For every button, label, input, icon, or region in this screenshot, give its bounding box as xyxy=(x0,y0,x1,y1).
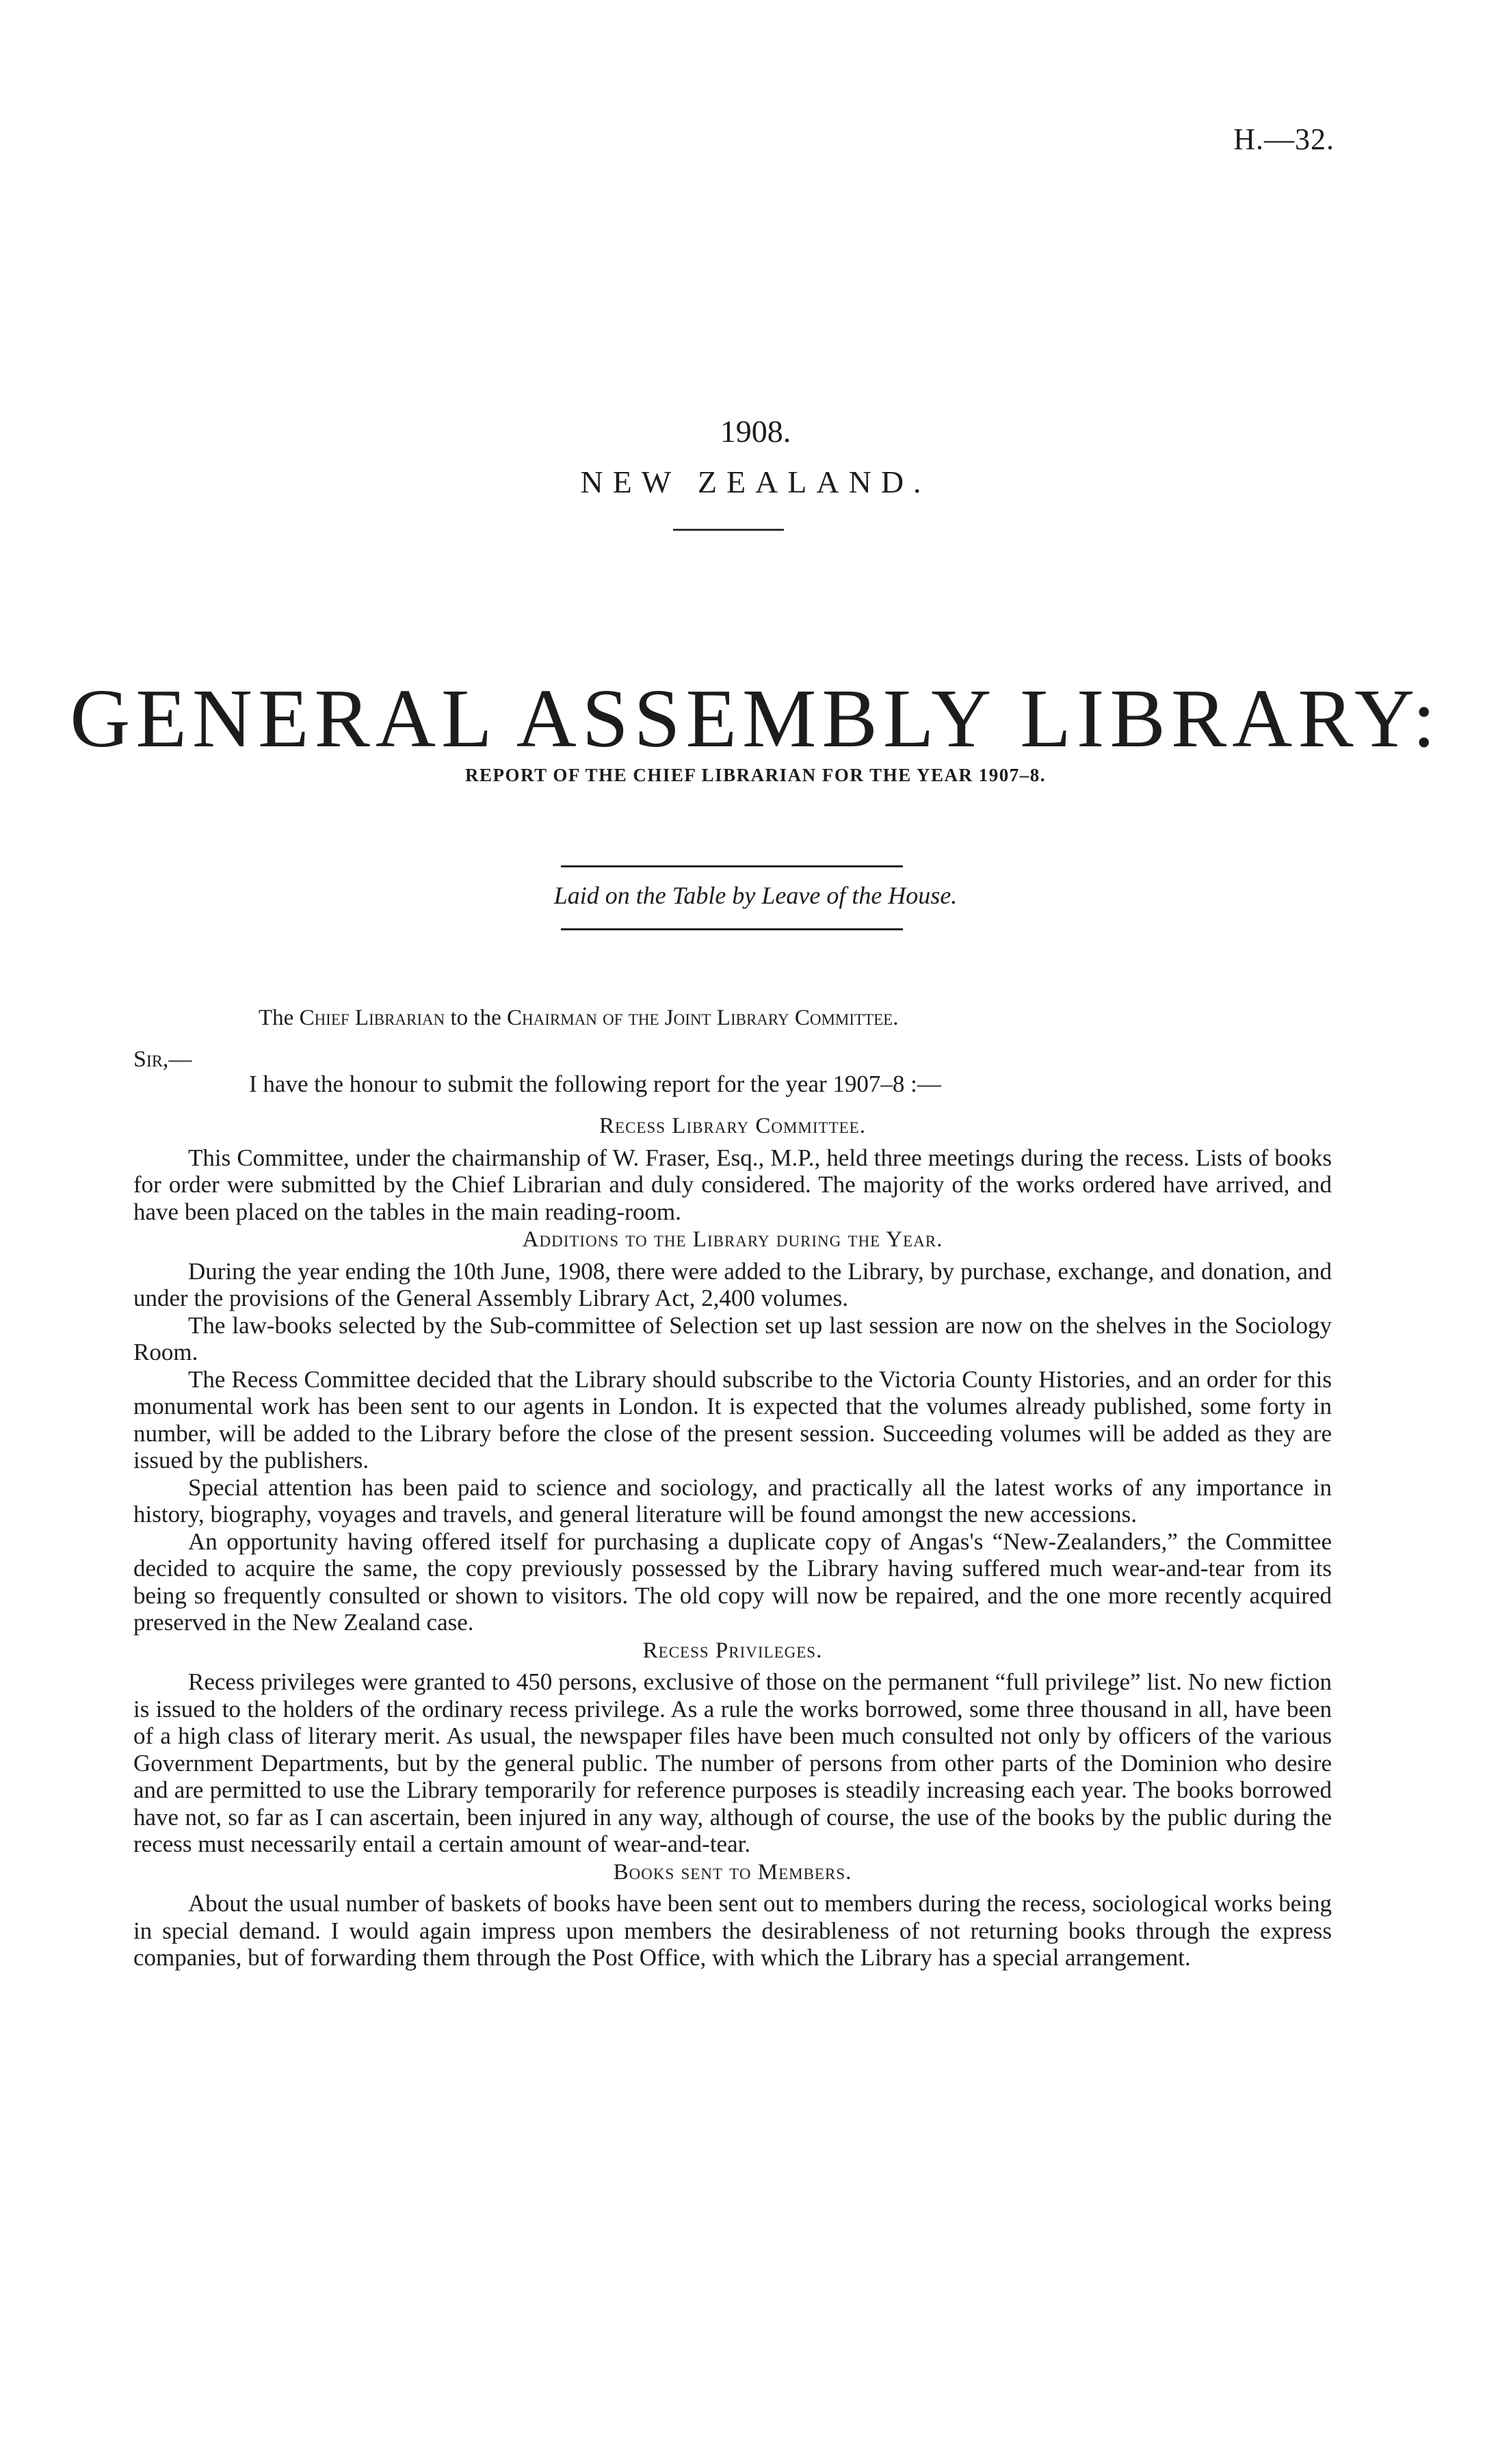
rule-below-laid xyxy=(561,928,903,930)
report-year: 1908. xyxy=(720,414,791,449)
report-subtitle: REPORT OF THE CHIEF LIBRARIAN FOR THE YEAR 1907–8. xyxy=(465,765,1046,785)
address-line xyxy=(259,1006,898,1031)
paragraph: Recess privileges were granted to 450 persons, exclusive of those on the permanent “full privilege” list. No new fiction is issued to the holders of the ordinary recess privilege. As a rule the works borrowed, some three thousand in all, have been of a high class of literary merit. As usual, the newspaper files have been much consulted not only by officers of the various Government Departments, but by the general public. The number of persons from other parts of the Dominion who desire and are permitted to use the Library temporarily for reference purposes is steadily increasing each year. The books borrowed have not, so far as I can ascertain, been injured in any way, although of course, the use of the books by the public during the recess must necessarily entail a certain amount of wear-and-tear. xyxy=(133,1668,1332,1857)
section-heading: Books sent to Members. xyxy=(613,1859,852,1885)
paragraph: The Recess Committee decided that the Library should subscribe to the Victoria County Histories, and an order for this monumental work has been sent to our agents in London. It is expected that the volumes already published, some forty in number, will be added to the Library before the close of the present session. Succeeding volumes will be added as they are issued by the publishers. xyxy=(133,1365,1332,1473)
rule-above-laid xyxy=(561,865,903,867)
address-the: The xyxy=(259,1006,294,1030)
page-title: GENERAL ASSEMBLY LIBRARY: xyxy=(70,672,1441,765)
intro-line: I have the honour to submit the following report for the year 1907–8 :— xyxy=(249,1071,941,1097)
laid-on-table-note: Laid on the Table by Leave of the House. xyxy=(553,882,958,909)
paragraph: An opportunity having offered itself for purchasing a duplicate copy of Angas's “New-Zealanders,” the Committee decided to acquire the same, the copy previously possessed by the Library having suffered much wear-and-tear from its being so frequently consulted or shown to visitors. The old copy will now be repaired, and the one more recently acquired preserved in the New Zealand case. xyxy=(133,1528,1332,1636)
short-divider xyxy=(673,529,784,531)
paragraph: About the usual number of baskets of books have been sent out to members during the recess, sociological works being in special demand. I would again impress upon members the desirableness of not returning books through the express companies, but of forwarding them through the Post Office, with which the Library has a special arrangement. xyxy=(133,1890,1332,1971)
section-recess-committee xyxy=(133,1113,1332,1225)
paragraph: Special attention has been paid to science and sociology, and practically all the latest works of any importance in history, biography, voyages and travels, and general literature will be found amongst the new accessions. xyxy=(133,1473,1332,1528)
section-heading: Additions to the Library during the Year. xyxy=(522,1227,943,1252)
paragraph: This Committee, under the chairmanship of W. Fraser, Esq., M.P., held three meetings during the recess. Lists of books for order were submitted by the Chief Librarian and duly considered. The majority of the works ordered have arrived, and have been placed on the tables in the main reading-room. xyxy=(133,1144,1332,1225)
section-heading: Recess Library Committee. xyxy=(599,1114,866,1138)
section-books-sent xyxy=(133,1859,1332,1971)
section-recess-privileges xyxy=(133,1638,1332,1858)
address-to-word: to the xyxy=(450,1006,501,1030)
address-from: Chief Librarian xyxy=(299,1006,445,1030)
country-heading: NEW ZEALAND. xyxy=(580,464,931,499)
salutation: Sir,— xyxy=(133,1047,192,1072)
paragraph: During the year ending the 10th June, 1908, there were added to the Library, by purchase, exchange, and donation, and under the provisions of the General Assembly Library Act, 2,400 volumes. xyxy=(133,1257,1332,1311)
report-body xyxy=(133,1112,1332,1971)
section-heading: Recess Privileges. xyxy=(642,1638,823,1663)
paragraph: The law-books selected by the Sub-committee of Selection set up last session are now on the shelves in the Sociology Room. xyxy=(133,1311,1332,1365)
page-number: H.—32. xyxy=(1233,122,1335,156)
address-to: Chairman of the Joint Library Committee. xyxy=(507,1006,899,1030)
section-additions xyxy=(133,1227,1332,1636)
